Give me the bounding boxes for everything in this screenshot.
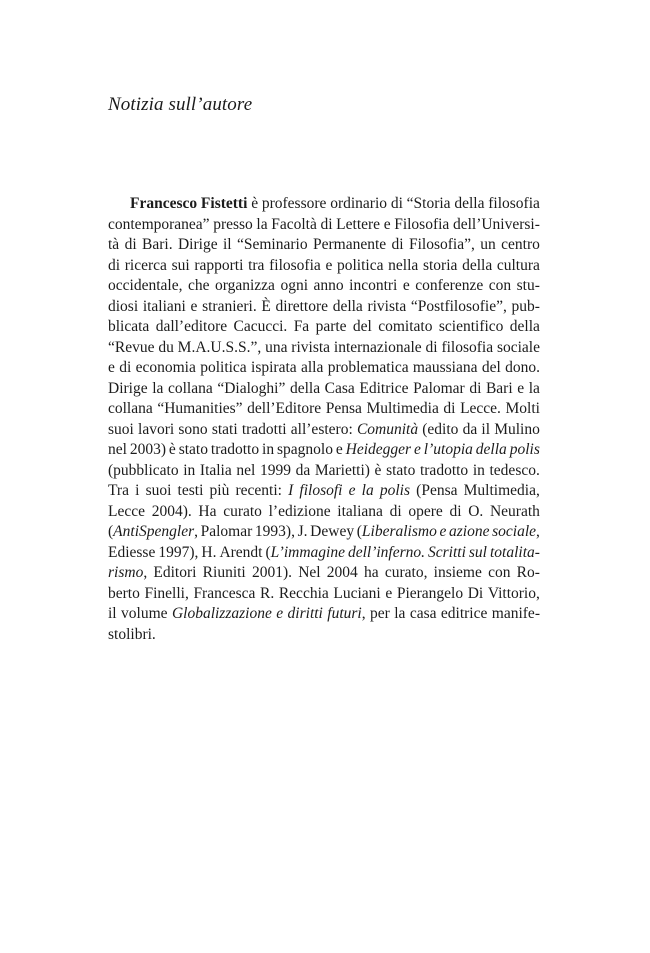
bio-line xyxy=(108,297,540,318)
bio-word: Palomar xyxy=(200,523,253,540)
bio-word: dono. xyxy=(505,359,540,376)
bio-word: di xyxy=(108,256,121,274)
bio-line xyxy=(108,625,540,646)
bio-word: suoi xyxy=(145,482,172,499)
bio-word: Pensa xyxy=(325,400,362,417)
bio-word: È xyxy=(261,297,271,315)
bio-word: 2004 xyxy=(326,564,358,581)
bio-word: storia xyxy=(422,256,458,274)
bio-word: Filosofia xyxy=(394,215,450,233)
bio-word xyxy=(510,440,540,461)
bio-word: Molti xyxy=(505,400,540,417)
bio-word: “Storia xyxy=(406,195,451,212)
bio-line xyxy=(108,235,540,256)
bio-word: ogni xyxy=(280,277,308,294)
bio-line xyxy=(108,420,540,441)
bio-word: problematica xyxy=(327,359,409,376)
bio-word: Neurath xyxy=(489,502,540,520)
author-name: Fistetti xyxy=(200,195,248,212)
bio-word: ricerca xyxy=(124,256,167,274)
italic-title: e xyxy=(348,482,356,499)
bio-word: “Dialoghi” xyxy=(217,379,286,397)
bio-word: nel xyxy=(108,441,127,458)
italic-title: Scritti xyxy=(428,543,466,561)
bio-word xyxy=(346,440,411,461)
bio-word: di xyxy=(389,502,402,520)
bio-word: sociale, xyxy=(492,522,540,543)
bio-word: nel xyxy=(236,461,256,479)
bio-word: e xyxy=(385,584,393,602)
bio-word: Palomar xyxy=(413,379,465,397)
author-biography xyxy=(108,194,540,645)
bio-word: dell’Universi- xyxy=(452,215,540,233)
bio-word: sociale xyxy=(496,338,540,356)
bio-word: il xyxy=(481,420,491,438)
bio-word: del xyxy=(481,359,501,376)
page-heading: Notizia sull’autore xyxy=(108,94,253,115)
bio-word: contemporanea” xyxy=(108,215,210,233)
bio-word: Editori xyxy=(153,564,197,581)
bio-word xyxy=(276,604,283,625)
bio-line xyxy=(108,379,540,400)
bio-word: Nel xyxy=(298,564,321,581)
italic-title: futuri xyxy=(327,605,362,622)
bio-word: testi xyxy=(177,482,204,499)
bio-word xyxy=(428,543,466,564)
bio-word: “Postfilosofie”, xyxy=(410,297,507,315)
bio-word: 2001). xyxy=(251,564,292,581)
bio-word: Filosofia”, xyxy=(409,236,475,253)
bio-word: M.A.U.S.S.”, xyxy=(177,338,262,356)
bio-word: O. xyxy=(468,502,484,520)
bio-line xyxy=(108,256,540,277)
bio-word: sono xyxy=(178,420,208,438)
bio-word: Facoltà xyxy=(271,215,317,233)
bio-word: direttore xyxy=(275,297,329,315)
bio-word: Casa xyxy=(324,379,355,397)
bio-word: in xyxy=(183,461,196,479)
author-name: Francesco xyxy=(130,195,198,212)
bio-word xyxy=(357,420,418,441)
bio-word: (pubblicato xyxy=(108,461,179,479)
bio-line xyxy=(108,461,540,482)
bio-word: di xyxy=(469,379,482,397)
bio-word: presso xyxy=(213,215,253,233)
bio-word: e xyxy=(402,277,410,294)
bio-word: italiana xyxy=(337,502,383,520)
bio-word: Dewey xyxy=(310,523,355,540)
bio-line xyxy=(108,584,540,605)
bio-word: e xyxy=(190,297,198,315)
bio-word: rapporti xyxy=(194,256,244,274)
bio-word: internazionale xyxy=(333,338,422,356)
italic-title: e xyxy=(276,605,284,622)
bio-word: e xyxy=(335,441,343,458)
bio-line xyxy=(108,481,540,502)
bio-word: “Revue xyxy=(108,338,155,356)
bio-word: (L’immagine xyxy=(265,543,345,564)
bio-word: professore xyxy=(261,195,327,212)
bio-word: filosofia xyxy=(488,195,540,212)
bio-word: Lecce. xyxy=(460,400,501,417)
bio-word: della xyxy=(462,256,493,274)
bio-word: della xyxy=(332,297,363,315)
bio-word: comitato xyxy=(378,318,433,335)
italic-title: dell’inferno. xyxy=(347,543,426,561)
bio-word: “Humanities” xyxy=(157,400,243,417)
bio-word: manife- xyxy=(491,605,540,622)
bio-word xyxy=(348,543,425,564)
bio-word: Vittorio, xyxy=(487,584,540,602)
bio-word: alla xyxy=(300,359,324,376)
bio-word: diosi xyxy=(108,297,139,315)
bio-word xyxy=(449,522,489,543)
bio-word: blicata xyxy=(108,318,150,335)
bio-word: du xyxy=(158,338,174,356)
italic-title: I xyxy=(288,482,294,499)
bio-word: casa xyxy=(409,605,437,622)
bio-word: “Seminario xyxy=(237,236,308,253)
bio-word: berto xyxy=(108,584,140,602)
bio-word: Dirige xyxy=(177,236,218,253)
bio-line xyxy=(108,440,540,461)
bio-word: la xyxy=(394,605,406,622)
bio-word: 2004). xyxy=(151,502,192,520)
bio-word: Ro- xyxy=(516,564,540,581)
bio-line xyxy=(108,194,540,215)
bio-word: e xyxy=(108,359,115,376)
bio-line xyxy=(108,543,540,564)
bio-word: dall’editore xyxy=(155,318,228,335)
bio-word: stolibri. xyxy=(108,625,156,643)
bio-word xyxy=(469,543,487,564)
italic-title: AntiSpengler xyxy=(113,523,195,540)
bio-word: Mulino xyxy=(494,420,540,438)
bio-word: la xyxy=(152,379,164,397)
bio-word: tedesco. xyxy=(489,461,540,479)
bio-line xyxy=(108,215,540,236)
bio-word: e xyxy=(325,256,333,274)
bio-word: è xyxy=(374,461,382,479)
bio-word: da xyxy=(295,461,311,479)
bio-word: Lecce xyxy=(108,502,145,520)
italic-title: della xyxy=(475,441,507,458)
bio-word: organizza xyxy=(214,277,275,294)
bio-word xyxy=(201,194,247,215)
bio-word: di xyxy=(390,195,403,212)
bio-word: suoi xyxy=(108,420,134,438)
bio-word: rivista xyxy=(367,297,407,315)
bio-word: italiani xyxy=(142,297,186,315)
bio-word xyxy=(299,481,342,502)
bio-word xyxy=(490,543,540,564)
bio-word: stu- xyxy=(516,277,540,294)
bio-line xyxy=(108,604,540,625)
bio-word: Multimedia xyxy=(366,400,439,417)
bio-word: una xyxy=(265,338,288,356)
bio-word: è xyxy=(168,441,176,458)
bio-word: J. xyxy=(297,523,308,540)
bio-word: 1997), xyxy=(158,543,199,561)
bio-word: pub- xyxy=(511,297,540,315)
bio-line xyxy=(108,502,540,523)
bio-word: filosofia xyxy=(441,338,494,356)
bio-word: e xyxy=(517,379,525,397)
bio-line xyxy=(108,317,540,338)
italic-title: la xyxy=(361,482,374,499)
bio-word: Pierangelo xyxy=(396,584,464,602)
bio-word xyxy=(362,481,374,502)
bio-word: Permanente xyxy=(312,236,387,253)
bio-word: Lettere xyxy=(336,215,381,233)
bio-word: e xyxy=(383,215,391,233)
bio-word xyxy=(288,604,323,625)
bio-word: la xyxy=(528,379,540,397)
bio-word xyxy=(476,440,507,461)
bio-word: ispirata xyxy=(251,359,297,376)
italic-title: sociale xyxy=(492,523,537,540)
bio-word: volume xyxy=(121,605,168,622)
italic-title: Heidegger xyxy=(345,441,412,458)
italic-title: e xyxy=(414,441,421,458)
bio-word: Multimedia, xyxy=(463,482,540,499)
bio-word: Bari. xyxy=(142,236,173,253)
bio-word: maussiana xyxy=(412,359,478,376)
bio-word: stranieri. xyxy=(202,297,257,315)
bio-word: il xyxy=(108,605,117,622)
bio-line xyxy=(108,522,540,543)
italic-title: diritti xyxy=(287,605,323,622)
bio-word: curato, xyxy=(384,564,428,581)
bio-word: di xyxy=(124,236,137,253)
italic-title: Liberalismo xyxy=(361,523,437,540)
bio-word: di xyxy=(449,502,462,520)
bio-word: più xyxy=(209,482,230,499)
bio-word: Francesca xyxy=(193,584,256,602)
bio-word: (edito xyxy=(422,420,459,438)
italic-title: totalita- xyxy=(489,543,540,561)
bio-word: insieme xyxy=(433,564,482,581)
bio-word: Fa xyxy=(293,318,310,335)
bio-word xyxy=(380,481,410,502)
bio-word: tradotti xyxy=(241,420,287,438)
bio-word: di xyxy=(443,400,456,417)
bio-word: Ha xyxy=(198,502,217,520)
bio-word: collana xyxy=(108,400,153,417)
bio-word: 2003) xyxy=(129,441,167,458)
bio-line xyxy=(108,338,540,359)
bio-word: rismo, xyxy=(108,563,147,584)
bio-word: politica xyxy=(200,359,247,376)
italic-title: polis xyxy=(509,441,540,458)
bio-word: economia xyxy=(135,359,196,376)
bio-word: Cacucci. xyxy=(233,318,288,335)
bio-word: con xyxy=(488,564,511,581)
bio-word: in xyxy=(262,441,275,458)
bio-word: (AntiSpengler, xyxy=(108,522,198,543)
italic-title: Globalizzazione xyxy=(171,605,272,622)
italic-title: azione xyxy=(449,523,490,540)
bio-word: politica xyxy=(337,256,384,274)
bio-word: stato xyxy=(386,461,416,479)
bio-word: tà xyxy=(108,236,120,253)
bio-word: Finelli, xyxy=(144,584,189,602)
bio-word: R. xyxy=(260,584,275,602)
bio-word: dell’Editore xyxy=(247,400,322,417)
bio-word: ordinario xyxy=(330,195,388,212)
bio-word xyxy=(439,522,446,543)
bio-word xyxy=(288,481,293,502)
bio-word: di xyxy=(425,338,438,356)
bio-word: parte xyxy=(315,318,347,335)
bio-word: è xyxy=(251,195,259,212)
bio-word: Editrice xyxy=(359,379,409,397)
bio-word: nella xyxy=(388,256,419,274)
bio-word: centro xyxy=(501,236,540,253)
bio-word: editrice xyxy=(440,605,488,622)
bio-word: scientifico xyxy=(438,318,504,335)
bio-word: della xyxy=(289,379,321,397)
bio-word: Dirige xyxy=(108,379,148,397)
bio-word: ha xyxy=(364,564,379,581)
bio-word: in xyxy=(472,461,485,479)
bio-word xyxy=(130,194,197,215)
bio-word xyxy=(172,604,272,625)
bio-line xyxy=(108,399,540,420)
bio-word: Recchia xyxy=(278,584,329,602)
bio-word: filosofia xyxy=(269,256,321,274)
italic-title: sul xyxy=(468,543,487,561)
bio-word: incontri xyxy=(349,277,398,294)
bio-word: recenti: xyxy=(235,482,282,499)
bio-word: Tra xyxy=(108,482,129,499)
bio-word: (Pensa xyxy=(416,482,458,499)
bio-word: Ediesse xyxy=(108,543,156,561)
bio-word: di xyxy=(391,236,404,253)
bio-word: 1999 xyxy=(259,461,291,479)
bio-word: del xyxy=(352,318,372,335)
bio-word: lavori xyxy=(138,420,175,438)
bio-word: l’edizione xyxy=(268,502,331,520)
bio-word: H. xyxy=(201,543,217,561)
bio-word: il xyxy=(222,236,232,253)
bio-word xyxy=(424,440,473,461)
bio-word: della xyxy=(509,318,540,335)
italic-title: l’utopia xyxy=(423,441,473,458)
italic-title: e xyxy=(439,523,447,540)
italic-title: Comunità xyxy=(356,420,419,438)
italic-title: rismo xyxy=(108,564,144,581)
bio-word: Riuniti xyxy=(202,564,246,581)
bio-word: di xyxy=(119,359,132,376)
bio-word: stati xyxy=(211,420,238,438)
italic-title: polis xyxy=(379,482,411,499)
bio-word: un xyxy=(480,236,496,253)
bio-word: sui xyxy=(171,256,190,274)
bio-word: Luciani xyxy=(333,584,381,602)
bio-word: per xyxy=(370,605,390,622)
bio-word: Arendt xyxy=(219,543,263,561)
bio-word: Marietti) xyxy=(314,461,370,479)
bio-word: cultura xyxy=(496,256,540,274)
bio-word: opere xyxy=(408,502,443,520)
bio-word: di xyxy=(320,215,333,233)
bio-line xyxy=(108,276,540,297)
bio-word: 1993), xyxy=(254,523,295,540)
bio-word: tradotto xyxy=(419,461,469,479)
bio-word: la xyxy=(256,215,268,233)
bio-word: curato xyxy=(223,502,262,520)
bio-word xyxy=(349,481,356,502)
bio-word: che xyxy=(187,277,210,294)
bio-word: Italia xyxy=(199,461,232,479)
bio-word: con xyxy=(488,277,512,294)
bio-word: tradotto xyxy=(210,441,260,458)
bio-word: da xyxy=(462,420,478,438)
bio-word: all’estero: xyxy=(290,420,353,438)
italic-title: filosofi xyxy=(299,482,343,499)
bio-line xyxy=(108,358,540,379)
bio-word: spagnolo xyxy=(277,441,333,458)
bio-word: collana xyxy=(167,379,213,397)
bio-line xyxy=(108,563,540,584)
bio-word: futuri, xyxy=(327,604,365,625)
bio-word: Bari xyxy=(485,379,513,397)
bio-word: stato xyxy=(178,441,208,458)
bio-word: rivista xyxy=(291,338,331,356)
bio-word: della xyxy=(454,195,485,212)
bio-word xyxy=(414,440,421,461)
bio-word: (Liberalismo xyxy=(357,522,437,543)
bio-word: i xyxy=(135,482,140,499)
bio-word: Di xyxy=(467,584,484,602)
bio-word: conferenze xyxy=(415,277,484,294)
bio-word: tra xyxy=(248,256,265,274)
bio-word: occidentale, xyxy=(108,277,183,294)
italic-title: L’immagine xyxy=(270,543,345,561)
bio-word: anno xyxy=(313,277,344,294)
